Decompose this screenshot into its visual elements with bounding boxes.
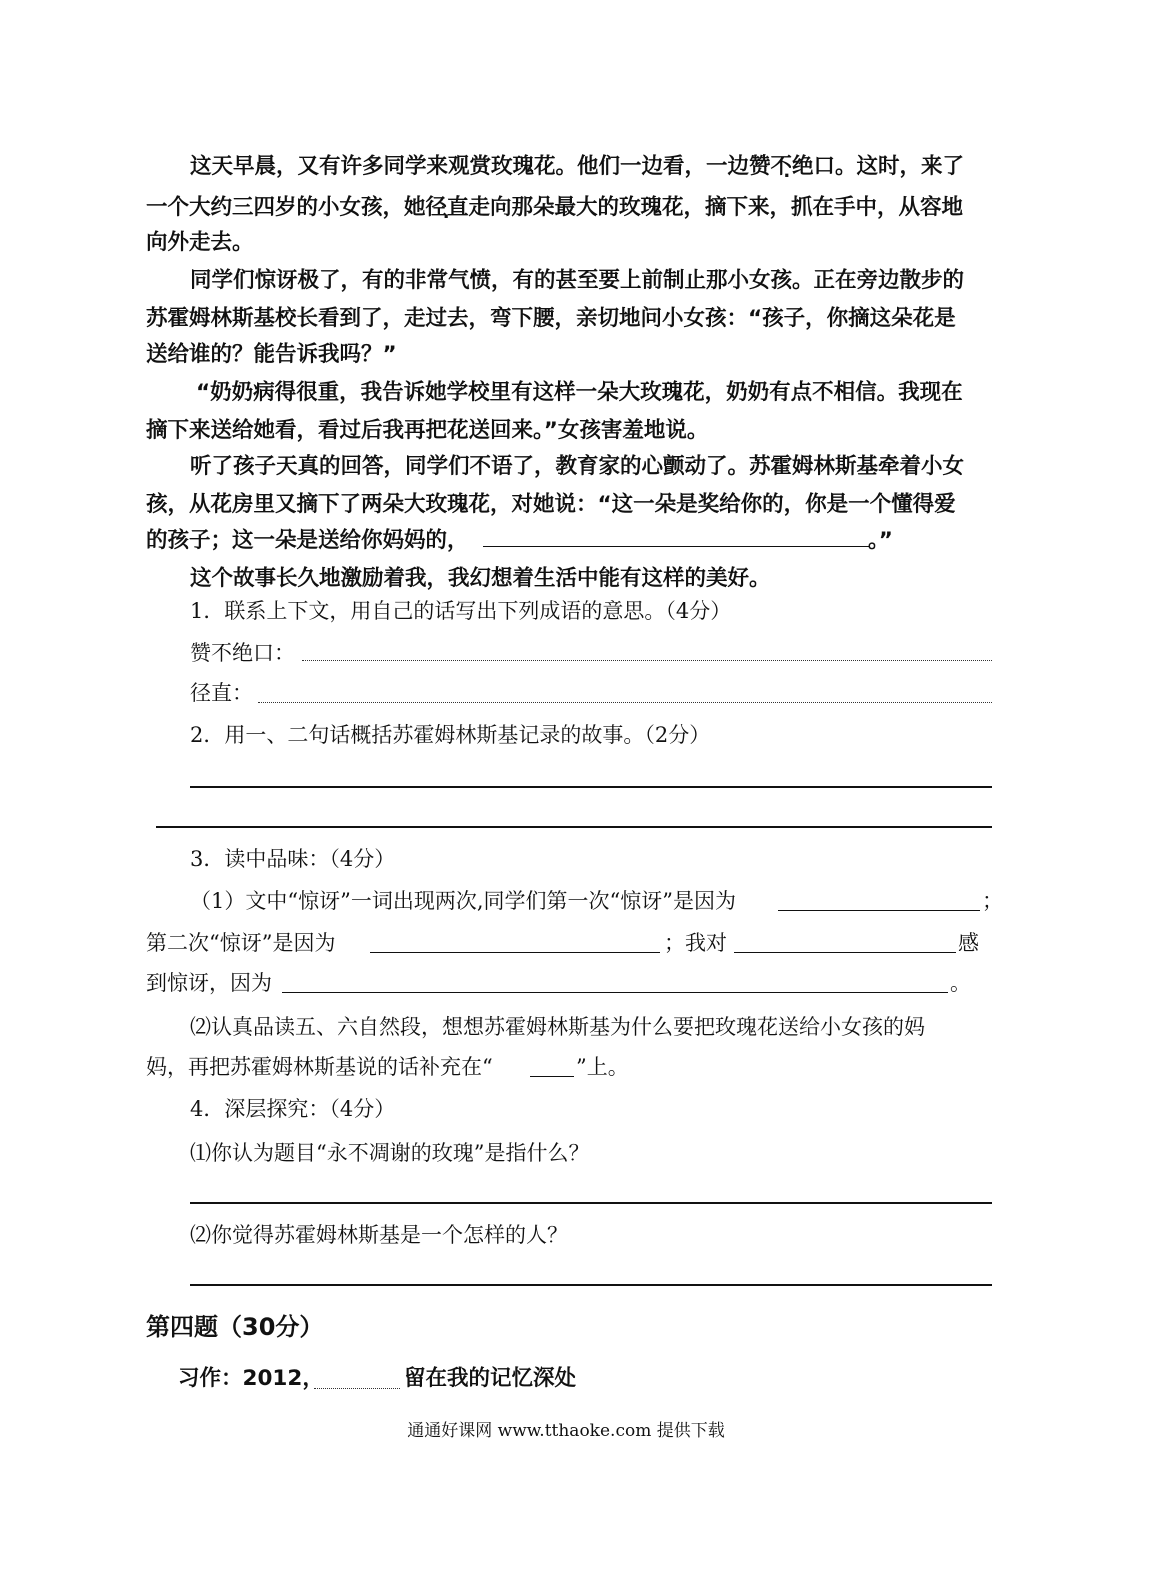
passage-line: 这天早晨，又有许多同学来观赏玫瑰花。他们一边看，一边赞不绝口 .。这时，来了 bbox=[190, 146, 964, 188]
answer-line[interactable] bbox=[190, 772, 992, 788]
passage-line: 听了孩子天真的回答，同学们不语了，教育家的心颤动了。苏霍姆林斯基牵着小女 bbox=[190, 454, 965, 479]
fill-blank[interactable] bbox=[734, 938, 956, 953]
question-text: 。 bbox=[950, 971, 971, 995]
passage-line: 孩，从花房里又摘下了两朵大玫瑰花，对她说：“这一朵是奖给你的，你是一个懂得爱 bbox=[146, 492, 956, 517]
answer-line[interactable] bbox=[302, 648, 992, 661]
fill-blank[interactable] bbox=[530, 1062, 574, 1077]
emphasis-word: 径直 . bbox=[426, 195, 469, 220]
fill-blank[interactable] bbox=[314, 1376, 400, 1389]
passage-line: 向外走去。 bbox=[146, 230, 254, 255]
passage-line: 同学们惊讶极了，有的非常气愤，有的甚至要上前制止那小女孩。正在旁边散步的 bbox=[190, 268, 965, 293]
question-text: 到惊讶，因为 bbox=[146, 971, 272, 995]
question-3: 3．读中品味：（4分） bbox=[190, 847, 396, 871]
section-title: 第四题（30分） bbox=[146, 1313, 324, 1341]
answer-line[interactable] bbox=[156, 812, 992, 828]
question-text: 第二次“惊讶”是因为 bbox=[146, 931, 336, 955]
fill-blank[interactable] bbox=[483, 530, 869, 547]
essay-prompt: 留在我的记忆深处 bbox=[404, 1366, 577, 1391]
question-text: 妈，再把苏霍姆林斯基说的话补充在“ bbox=[146, 1055, 493, 1079]
question-text: ”上。 bbox=[576, 1055, 629, 1079]
question-2: 2．用一、二句话概括苏霍姆林斯基记录的故事。（2分） bbox=[190, 723, 711, 747]
passage-line: “奶奶病得很重，我告诉她学校里有这样一朵大玫瑰花，奶奶有点不相信。我现在 bbox=[196, 380, 963, 405]
passage-line: 这个故事长久地激励着我，我幻想着生活中能有这样的美好。 bbox=[190, 566, 771, 591]
footer: 通通好课网 www.tthaoke.com 提供下载 bbox=[407, 1421, 725, 1441]
passage-line: 一个大约三四岁的小女孩，她径直 .走向那朵最大的玫瑰花，摘下来，抓在手中，从容地 bbox=[146, 187, 963, 229]
question-1-item: 径直： bbox=[190, 681, 253, 705]
question-4-1: ⑴你认为题目“永不凋谢的玫瑰”是指什么？ bbox=[190, 1141, 590, 1165]
fill-blank[interactable] bbox=[778, 896, 980, 911]
question-text: ； bbox=[982, 889, 1003, 913]
question-3-2: ⑵认真品读五、六自然段，想想苏霍姆林斯基为什么要把玫瑰花送给小女孩的妈 bbox=[190, 1015, 925, 1039]
passage-text: 。” bbox=[868, 528, 893, 553]
passage-line: 苏霍姆林斯基校长看到了，走过去，弯下腰，亲切地问小女孩：“孩子，你摘这朵花是 bbox=[146, 306, 956, 331]
question-text: 感 bbox=[958, 931, 979, 955]
question-text: ；我对 bbox=[664, 931, 727, 955]
passage-line: 送给谁的？能告诉我吗？” bbox=[146, 342, 397, 367]
question-1: 1．联系上下文，用自己的话写出下列成语的意思。（4分） bbox=[190, 599, 732, 623]
essay-prompt: 习作：2012， bbox=[178, 1366, 324, 1391]
passage-line: 的孩子；这一朵是送给你妈妈的， bbox=[146, 528, 469, 553]
fill-blank[interactable] bbox=[370, 938, 660, 953]
question-4: 4．深层探究：（4分） bbox=[190, 1097, 396, 1121]
answer-line[interactable] bbox=[258, 690, 992, 703]
answer-line[interactable] bbox=[190, 1270, 992, 1286]
emphasis-word: 赞不绝口 . bbox=[749, 154, 835, 179]
question-4-2: ⑵你觉得苏霍姆林斯基是一个怎样的人？ bbox=[190, 1223, 568, 1247]
fill-blank[interactable] bbox=[282, 978, 948, 993]
question-1-item: 赞不绝口： bbox=[190, 641, 295, 665]
passage-line: 摘下来送给她看，看过后我再把花送回来。”女孩害羞地说。 bbox=[146, 418, 709, 443]
answer-line[interactable] bbox=[190, 1188, 992, 1204]
question-3-1: （1）文中“惊讶”一词出现两次,同学们第一次“惊讶”是因为 bbox=[190, 889, 736, 913]
